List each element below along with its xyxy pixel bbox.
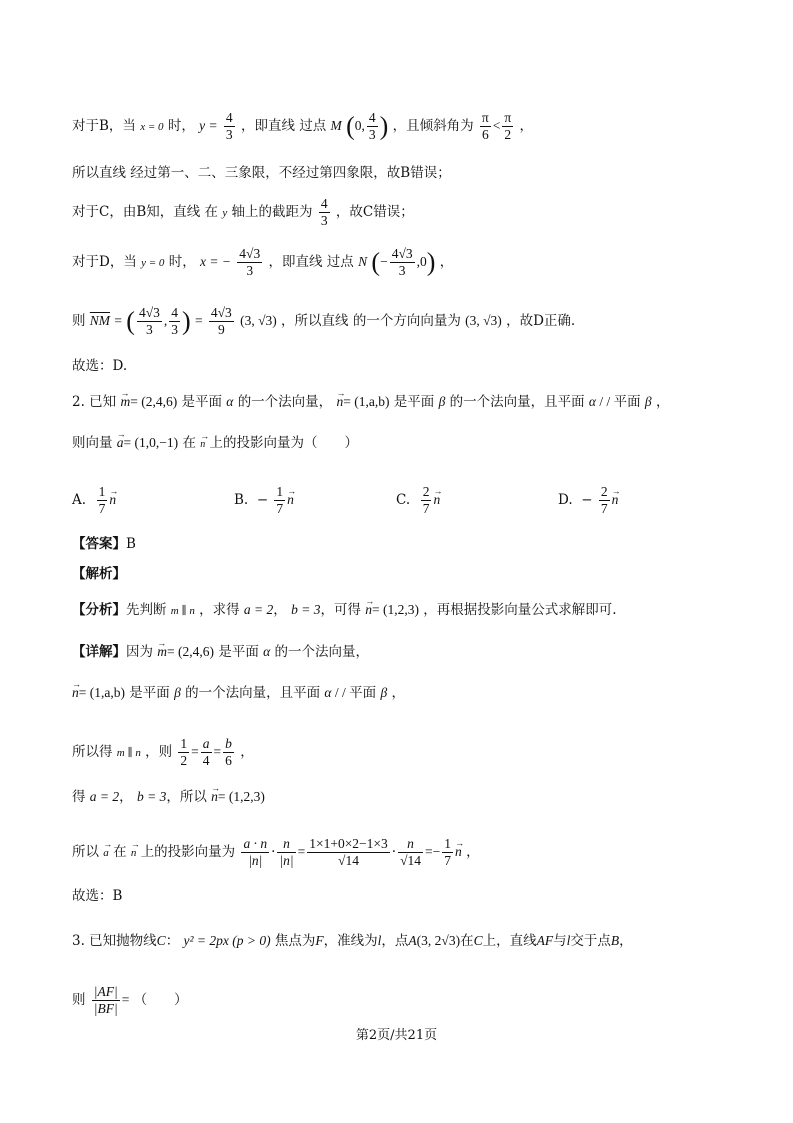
text: ，故C错误； [335, 204, 414, 220]
text: 平面 [349, 685, 377, 701]
paren: ) [181, 306, 191, 336]
vector-n: → n [287, 490, 294, 510]
answer-tag: 【答案】 [72, 536, 126, 552]
text: 上的投影向量为（ ） [209, 435, 359, 451]
math: = [213, 744, 222, 759]
sign: − [256, 492, 269, 508]
frac: $\frac{2}{7}$ [422, 484, 430, 516]
text: 则 [72, 992, 86, 1008]
math: y² = 2px (p > 0) [183, 933, 271, 948]
frac-4-3: $\frac{4}{3}$ [368, 110, 376, 142]
frac: $\frac{a}{4}$ [202, 736, 210, 768]
math: b = 3 [291, 602, 321, 617]
math: = (2,4,6) [167, 644, 215, 659]
answer-line [72, 534, 136, 554]
option-c[interactable] [396, 484, 440, 517]
math: = [425, 844, 433, 859]
math-y0: y = 0 [141, 257, 165, 269]
answer-value: B [126, 536, 136, 552]
text: 在 [460, 933, 474, 949]
page-footer: 第2页/共21页 [355, 1028, 438, 1043]
math: A [408, 933, 417, 948]
frac-4-3: $\frac{4}{3}$ [320, 196, 328, 228]
question-3-ratio [72, 984, 188, 1017]
frac-4sqrt3-3: $\frac{4√3}{3}$ [391, 246, 413, 278]
text: ， [273, 602, 287, 618]
paren: ( [346, 111, 355, 141]
point-n: N [358, 254, 368, 269]
option-label: A. [72, 492, 87, 508]
text: ，可得 [320, 602, 361, 618]
text: 交于点 [570, 933, 611, 949]
text: ， [119, 789, 133, 805]
text: ，准线为 [323, 933, 378, 949]
vector-n: → n [455, 842, 462, 862]
text: 焦点为 [274, 933, 316, 949]
frac-4sqrt3-9: $\frac{4√3}{9}$ [210, 305, 232, 337]
math: − [380, 254, 388, 269]
vector-m: → m [120, 392, 130, 412]
paren: ) [426, 247, 436, 277]
math: α [226, 394, 234, 409]
text: 平面 [613, 394, 641, 410]
option-d[interactable] [558, 484, 618, 517]
analysis-line [72, 600, 617, 621]
line-b-conclusion: 所以直线 经过第一、二、三象限，不经过第四象限，故B错误； [72, 165, 451, 181]
frac-4-3: $\frac{4}{3}$ [225, 110, 233, 142]
math: = [297, 844, 306, 859]
text: 3. 已知抛物线 [72, 933, 157, 949]
frac: $\frac{1}{7}$ [444, 836, 452, 868]
math: = (1,a,b) [78, 685, 125, 700]
text: 的一个法向量，且平面 [185, 685, 321, 701]
option-label: D. [558, 492, 573, 508]
text: ， [519, 118, 533, 134]
text: 的一个法向量，且平面 [449, 394, 585, 410]
math: β [644, 394, 652, 409]
sign: − [581, 492, 593, 508]
text: 时， [167, 118, 195, 134]
text: ，所以直线 的一个方向向量为 [281, 313, 461, 329]
detail-line-2 [72, 683, 405, 703]
question-3 [72, 931, 633, 951]
math: α [324, 685, 332, 700]
vector-n: → n [365, 600, 372, 620]
vector-a: → a [103, 843, 109, 863]
text: 的一个法向量， [237, 394, 333, 410]
math: m ∥ n [170, 605, 195, 617]
text: ， [655, 394, 670, 410]
frac-af-bf: $\frac{|AF|}{|BF|}$ [93, 984, 118, 1016]
text: 是平面 [129, 685, 170, 701]
math: m ∥ n [116, 747, 141, 759]
text: 因为 [126, 644, 153, 660]
math: a = 2 [243, 602, 274, 617]
text: 对于C，由B知，直线 在 [72, 204, 219, 220]
text: 则向量 [72, 435, 113, 451]
vector-n: → n [200, 435, 205, 455]
math: (3, 2√3) [416, 933, 461, 948]
text: ， [619, 933, 633, 949]
math: C [156, 933, 166, 948]
line-d-case [72, 246, 453, 279]
text: 在 [182, 435, 196, 451]
line-choice-d: 故选：D. [72, 358, 128, 374]
text: 对于D，当 [72, 254, 137, 270]
text: ： [165, 933, 180, 949]
text: 在 [113, 844, 127, 860]
question-2 [72, 392, 669, 412]
line-d-vector [72, 305, 575, 338]
text: 上的投影向量为 [140, 844, 236, 860]
paren: ( [126, 306, 135, 336]
frac: $\frac{b}{6}$ [225, 736, 232, 768]
text: 是平面 [393, 394, 435, 410]
frac: $\frac{2}{7}$ [600, 484, 608, 516]
text: （ ） [133, 992, 188, 1008]
options-row [72, 484, 722, 516]
option-b[interactable] [234, 484, 294, 517]
text: ，即直线 过点 [240, 118, 327, 134]
text: ，故D正确. [506, 313, 576, 329]
math-y: y = [199, 118, 218, 133]
math: = (1,a,b) [343, 394, 390, 409]
text: ，求得 [199, 602, 240, 618]
math: / / [331, 685, 350, 700]
text: 先判断 [126, 602, 167, 618]
text: 得 [72, 789, 86, 805]
analysis-tag: 【解析】 [72, 566, 126, 582]
paren: ( [371, 247, 381, 277]
math: = [121, 992, 130, 1007]
frac: $\frac{4√3}{3}$ [138, 305, 160, 337]
frac: $\frac{1}{2}$ [180, 736, 188, 768]
text: 的一个法向量， [274, 644, 370, 660]
frac: $\frac{n}{√14}$ [400, 836, 422, 868]
math: = (1,0,−1) [123, 435, 179, 450]
text: 则 [72, 313, 86, 329]
math: β [438, 394, 446, 409]
math: = (1,2,3) [372, 602, 419, 617]
vector-n: → n [109, 490, 116, 510]
vector-a: → a [117, 433, 124, 453]
text: ，且倾斜角为 [392, 118, 474, 134]
line-b-case [72, 110, 533, 143]
text: ， [391, 685, 405, 701]
math: , [163, 313, 168, 328]
vector-m: → m [157, 642, 167, 662]
math: F [315, 933, 324, 948]
math: C [473, 933, 483, 948]
question-2-prompt [72, 433, 358, 455]
point-m: M [330, 118, 342, 133]
detail-line-3 [72, 736, 254, 769]
text: ，再根据投影向量公式求解即可. [423, 602, 617, 618]
frac: $\frac{1}{7}$ [98, 484, 106, 516]
text: 上，直线 [482, 933, 537, 949]
math: (3, √3) [465, 313, 502, 328]
math: 0, [354, 118, 365, 133]
vector-n: → n [433, 490, 440, 510]
frac: $\frac{n}{|n|}$ [279, 836, 294, 868]
text: ， [240, 744, 254, 760]
text: ，所以 [166, 789, 207, 805]
math: AF [536, 933, 554, 948]
text: 是平面 [181, 394, 222, 410]
line-c-case [72, 196, 414, 229]
vector-n: → n [72, 683, 79, 703]
math: B [610, 933, 620, 948]
math: < [492, 118, 501, 133]
option-label: C. [396, 492, 411, 508]
text: ，则 [145, 744, 173, 760]
text: ， [466, 844, 480, 860]
math: β [174, 685, 181, 700]
math: = [191, 744, 199, 759]
frac: $\frac{1}{7}$ [276, 484, 284, 516]
option-label: B. [234, 492, 249, 508]
math: = [194, 313, 203, 328]
text: ，点 [381, 933, 409, 949]
text: 2. 已知 [72, 394, 117, 410]
math: l [566, 933, 571, 948]
text: 是平面 [218, 644, 259, 660]
math: = (2,4,6) [130, 394, 178, 409]
detail-line-1 [72, 642, 369, 662]
detail-tag: 【详解】 [72, 644, 126, 660]
paren: ) [379, 111, 389, 141]
math: − [432, 844, 441, 859]
math: α [588, 394, 596, 409]
vector-nm: $\overline{NM}$ [89, 313, 111, 328]
text: 与 [553, 933, 567, 949]
frac: $\frac{4}{3}$ [171, 305, 178, 337]
text: 所以得 [72, 744, 113, 760]
vector-n: → n [336, 392, 343, 412]
detail-line-6: 故选：B [72, 888, 123, 904]
math: b = 3 [136, 789, 167, 804]
detail-line-4 [72, 787, 265, 807]
frac: $\frac{a \cdot n}{|n|}$ [243, 836, 268, 868]
detail-line-5: 所以 → a 在 → n 上的投影向量为 $\frac{a \cdot n}{|n|}$ · $\frac{n}{|n|}$ = $\frac{1\times 1+0\times 2-1\times 3}{√14}$ · $\frac{n}{√14}$ =− $\frac{1}{7}$ → n ， [72, 836, 480, 869]
math: = (1,2,3) [217, 789, 265, 804]
math: (3, √3) [240, 313, 277, 328]
vector-n: → n [612, 490, 619, 510]
text: ， [439, 254, 454, 270]
math: ,0 [416, 254, 427, 269]
frac-pi-6: $\frac{\pi}{6}$ [481, 110, 489, 142]
frac-4sqrt3-3: $\frac{4√3}{3}$ [239, 246, 261, 278]
math: a = 2 [89, 789, 120, 804]
vector-n: → n [211, 787, 218, 807]
math: α [263, 644, 271, 659]
math-x: x = − [200, 254, 231, 269]
text: 轴上的截距为 [231, 204, 313, 220]
text: 对于B，当 [72, 118, 136, 134]
math-x0: x = 0 [140, 121, 164, 133]
frac: $\frac{1\times 1+0\times 2-1\times 3}{√14}$ [309, 836, 388, 868]
math: = [114, 313, 122, 328]
frac-pi-2: $\frac{\pi}{2}$ [504, 110, 512, 142]
math-y: y [222, 207, 228, 219]
text: ，即直线 过点 [268, 254, 354, 270]
math: l [377, 933, 382, 948]
math: / / [595, 394, 614, 409]
fenxi-tag: 【分析】 [72, 602, 126, 618]
vector-n: → n [131, 843, 137, 863]
option-a[interactable] [72, 484, 116, 517]
text: 所以 [72, 844, 99, 860]
math: β [380, 685, 388, 700]
text: 时， [168, 254, 196, 270]
